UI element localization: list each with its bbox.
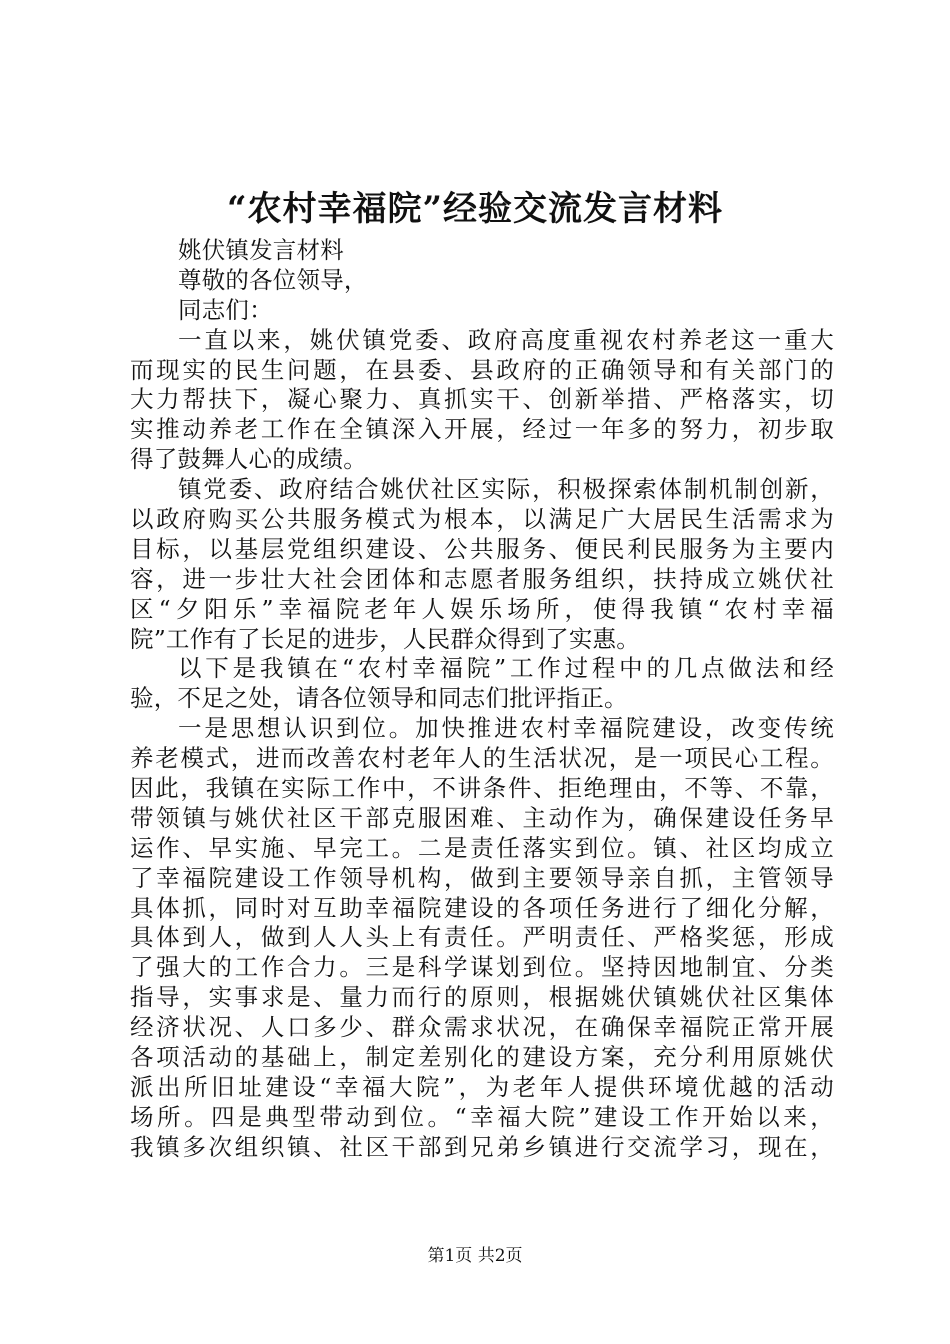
text-line: 实推动养老工作在全镇深入开展，经过一年多的努力，初步取 [130,415,834,444]
text-line: 了幸福院建设工作领导机构，做到主要领导亲自抓，主管领导 [130,863,834,892]
text-line: 验，不足之处，请各位领导和同志们批评指正。 [130,684,628,713]
document-title: “农村幸福院”经验交流发言材料 [226,189,724,229]
text-line: 指导，实事求是、量力而行的原则，根据姚伏镇姚伏社区集体 [130,983,834,1012]
text-line: 同志们： [178,295,273,324]
text-line: 容，进一步壮大社会团体和志愿者服务组织，扶持成立姚伏社 [130,564,834,593]
text-line: 运作、早实施、早完工。二是责任落实到位。镇、社区均成立 [130,833,834,862]
text-line: 经济状况、人口多少、群众需求状况，在确保幸福院正常开展 [130,1013,834,1042]
text-line: 养老模式，进而改善农村老年人的生活状况，是一项民心工程。 [130,744,834,773]
text-line: 具体到人，做到人人头上有责任。严明责任、严格奖惩，形成 [130,923,834,952]
text-line: 派出所旧址建设“幸福大院”，为老年人提供环境优越的活动 [130,1072,834,1101]
text-line: 目标，以基层党组织建设、公共服务、便民利民服务为主要内 [130,534,834,563]
document-body [130,236,834,1163]
page-footer: 第1页 共2页 [427,1246,523,1266]
text-line: 一是思想认识到位。加快推进农村幸福院建设，改变传统 [178,714,834,743]
text-line: 以政府购买公共服务模式为根本，以满足广大居民生活需求为 [130,505,834,534]
text-line: 大力帮扶下，凝心聚力、真抓实干、创新举措、严格落实，切 [130,385,834,414]
text-line: 得了鼓舞人心的成绩。 [130,445,367,474]
text-line: 了强大的工作合力。三是科学谋划到位。坚持因地制宜、分类 [130,953,834,982]
text-line: 以下是我镇在“农村幸福院”工作过程中的几点做法和经 [178,654,834,683]
text-line: 院”工作有了长足的进步，人民群众得到了实惠。 [130,624,640,653]
text-line: 镇党委、政府结合姚伏社区实际，积极探索体制机制创新， [178,475,834,504]
text-line: 一直以来，姚伏镇党委、政府高度重视农村养老这一重大 [178,325,834,354]
text-line: 我镇多次组织镇、社区干部到兄弟乡镇进行交流学习，现在， [130,1132,834,1161]
text-line: 区“夕阳乐”幸福院老年人娱乐场所，使得我镇“农村幸福 [130,594,834,623]
text-line: 具体抓，同时对互助幸福院建设的各项任务进行了细化分解， [130,893,834,922]
text-line: 各项活动的基础上，制定差别化的建设方案，充分利用原姚伏 [130,1043,834,1072]
text-line: 而现实的民生问题，在县委、县政府的正确领导和有关部门的 [130,355,834,384]
text-line: 场所。四是典型带动到位。“幸福大院”建设工作开始以来， [130,1102,834,1131]
text-line: 尊敬的各位领导， [178,265,368,294]
text-line: 姚伏镇发言材料 [178,236,344,264]
text-line: 带领镇与姚伏社区干部克服困难、主动作为，确保建设任务早 [130,803,834,832]
text-line: 因此，我镇在实际工作中，不讲条件、拒绝理由，不等、不靠， [130,774,834,803]
